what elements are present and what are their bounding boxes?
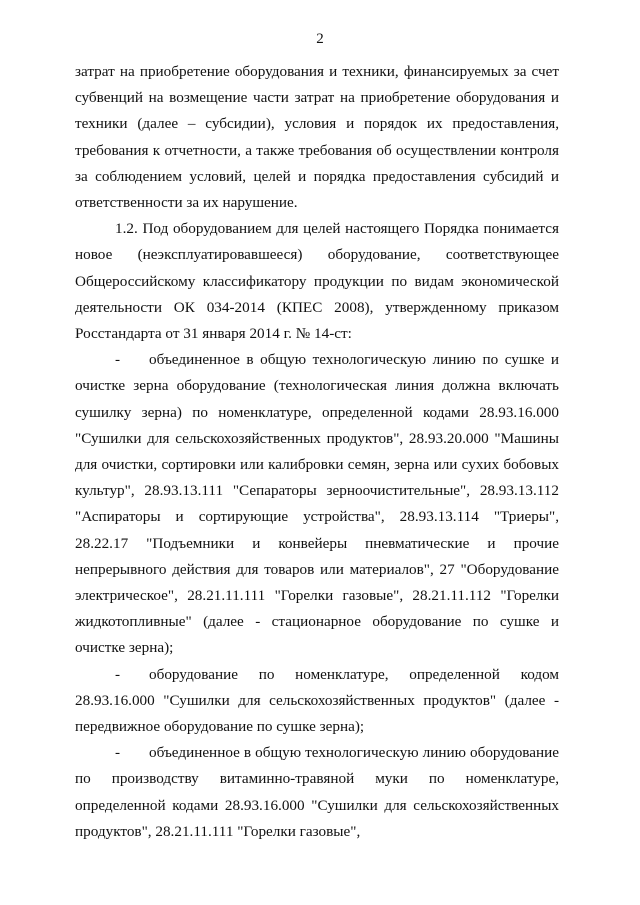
list-dash: - xyxy=(115,351,121,369)
list-item-text: объединенное в общую технологическую линию по сушке и очистке зерна оборудование (технологическая линия должна включать сушилку зерна) по номенклатуре, определенной кодами 28.93.16.000 "Сушилки для сельскохозяйственных продуктов", 28.93.20.000 "Машины для очистки, сортировки или калибровки семян, зерна или сухих бобовых культур", 28.93.13.111 "Сепараторы зерноочистительные", 28.93.13.112 "Аспираторы и сортирующие устройства", 28.93.13.114 "Триеры", 28.22.17 "Подъемники и конвейеры пневматические и прочие непрерывного действия для товаров или материалов", 27 "Оборудование электрическое", 28.21.11.111 "Горелки газовые", 28.21.11.112 "Горелки жидкотопливные" (далее - стационарное оборудование по сушке и очистке зерна); xyxy=(75,351,559,657)
list-item-text: оборудование по номенклатуре, определенной кодом 28.93.16.000 "Сушилки для сельскохозяйственных продуктов" (далее - передвижное оборудование по сушке зерна); xyxy=(75,665,559,736)
paragraph-1-2-definition: 1.2. Под оборудованием для целей настоящего Порядка понимается новое (неэксплуатировавшееся) оборудование, соответствующее Общероссийскому классификатору продукции по видам экономической деятельности ОК 034-2014 (КПЕС 2008), утвержденному приказом Росстандарта от 31 января 2014 г. № 14-ст: xyxy=(75,220,559,343)
page-number: 2 xyxy=(316,31,324,47)
list-item-stationary-equipment xyxy=(75,347,559,661)
list-dash: - xyxy=(115,665,121,683)
list-dash: - xyxy=(115,744,121,762)
list-item-mobile-equipment xyxy=(75,662,559,741)
list-item-text: объединенное в общую технологическую линию оборудование по производству витаминно-травяной муки по номенклатуре, определенной кодами 28.93.16.000 "Сушилки для сельскохозяйственных продуктов", 28.21.11.111 "Горелки газовые", xyxy=(75,744,559,840)
list-item-vitamin-meal-equipment xyxy=(75,740,559,845)
paragraph-continuation: затрат на приобретение оборудования и техники, финансируемых за счет субвенций на возмещение части затрат на приобретение оборудования и техники (далее – субсидии), условия и порядок их предоставления, требования к отчетности, а также требования об осуществлении контроля за соблюдением условий, целей и порядка предоставления субсидий и ответственности за их нарушение. xyxy=(75,63,559,212)
document-body xyxy=(75,59,559,845)
